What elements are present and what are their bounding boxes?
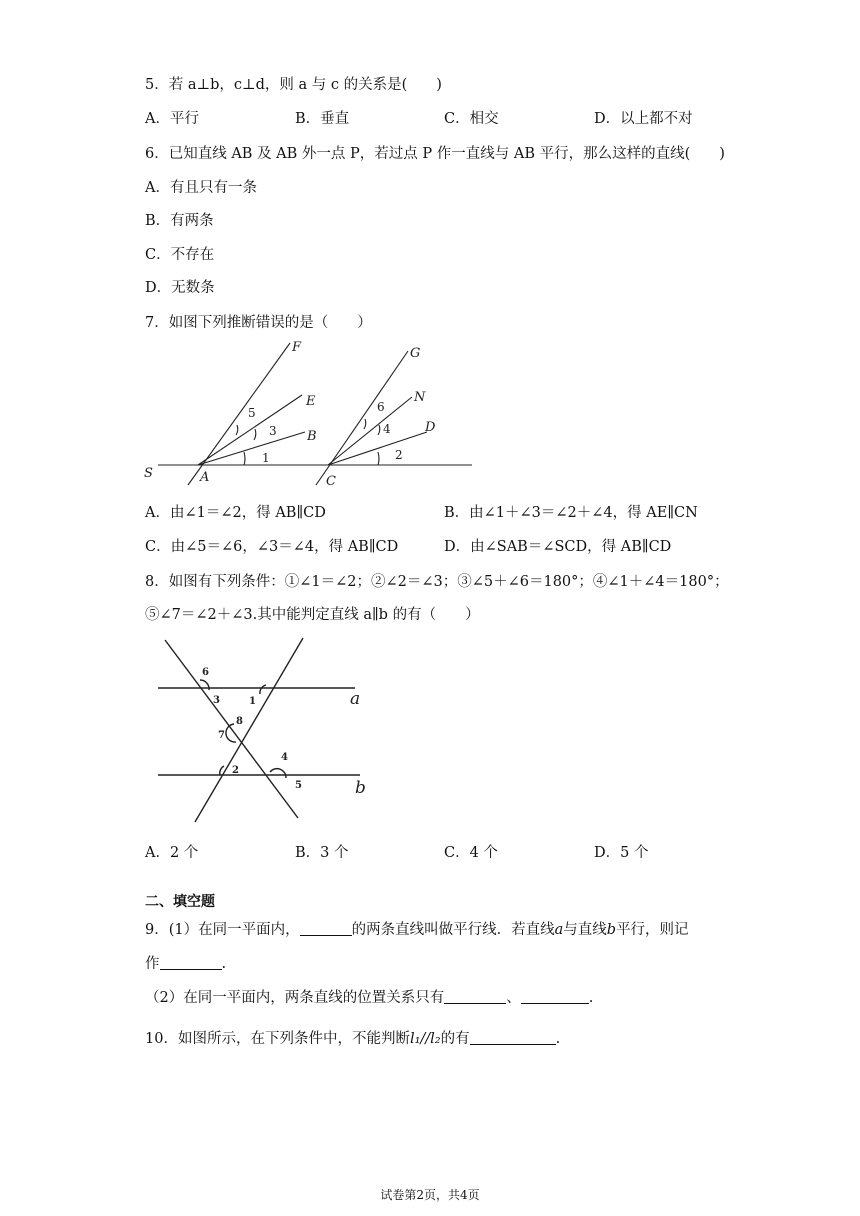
q8-angle-8: 8 bbox=[236, 716, 243, 727]
q9-part1-line1 bbox=[145, 918, 689, 939]
q10-math: l₁//l₂ bbox=[409, 1031, 441, 1047]
q9-blank-2[interactable] bbox=[160, 955, 222, 970]
q6-option-d: D．无数条 bbox=[145, 280, 215, 296]
q7-label-g: G bbox=[410, 346, 421, 361]
q8-angle-6: 6 bbox=[202, 667, 209, 678]
q6-option-b: B．有两条 bbox=[145, 213, 214, 229]
q5-stem: 5．若 a⊥b，c⊥d，则 a 与 c 的关系是( ) bbox=[145, 77, 442, 93]
q9-text: . bbox=[588, 990, 594, 1006]
q7-angle-2: 2 bbox=[395, 448, 403, 462]
q7-angle-1: 1 bbox=[262, 451, 270, 465]
q8-option-c: C．4 个 bbox=[444, 845, 498, 861]
q9-text: 平行，则记 bbox=[616, 922, 689, 938]
q7-angle-4: 4 bbox=[383, 422, 391, 436]
q9-text: 的两条直线叫做平行线．若直线 bbox=[351, 922, 555, 938]
q10-text: 的有 bbox=[440, 1031, 470, 1047]
q9-var-a: a bbox=[554, 922, 564, 938]
q7-option-b: B．由∠1＋∠3＝∠2＋∠4，得 AE∥CN bbox=[444, 505, 698, 521]
q8-option-b: B．3 个 bbox=[295, 845, 349, 861]
q7-angle-6: 6 bbox=[377, 400, 385, 414]
q8-angle-7: 7 bbox=[218, 730, 225, 741]
q8-label-b: b bbox=[355, 778, 366, 798]
q9-text: 与直线 bbox=[563, 922, 607, 938]
q7-label-n: N bbox=[414, 390, 426, 405]
q7-label-f: F bbox=[292, 340, 302, 355]
q8-stem-line2: ⑤∠7＝∠2＋∠3.其中能判定直线 a∥b 的有（ ） bbox=[145, 607, 480, 623]
q8-stem-line1: 8．如图有下列条件：①∠1＝∠2；②∠2＝∠3；③∠5＋∠6＝180°；④∠1＋∠4＝180°； bbox=[145, 574, 729, 590]
section-title-fill-in: 二、填空题 bbox=[145, 894, 215, 910]
q9-part1-line2 bbox=[145, 952, 226, 973]
q5-option-d: D．以上都不对 bbox=[594, 111, 693, 127]
q5-option-a: A．平行 bbox=[145, 111, 199, 127]
q7-figure bbox=[140, 335, 480, 495]
q8-option-d: D．5 个 bbox=[594, 845, 649, 861]
q9-part2 bbox=[145, 986, 593, 1007]
q7-angle-5: 5 bbox=[248, 406, 256, 420]
q10-text: . bbox=[555, 1031, 561, 1047]
q9-var-b: b bbox=[606, 922, 617, 938]
q9-blank-4[interactable] bbox=[521, 989, 589, 1004]
q8-angle-3: 3 bbox=[213, 695, 220, 706]
q9-text: 9．(1）在同一平面内， bbox=[145, 922, 300, 938]
q7-label-c: C bbox=[326, 474, 336, 489]
q7-option-c: C．由∠5＝∠6，∠3＝∠4，得 AB∥CD bbox=[145, 539, 399, 555]
q5-option-c: C．相交 bbox=[444, 111, 499, 127]
q10-stem bbox=[145, 1027, 560, 1048]
q7-label-s: S bbox=[144, 466, 153, 481]
q7-label-d: D bbox=[425, 420, 436, 435]
q6-option-a: A．有且只有一条 bbox=[145, 180, 257, 196]
q7-label-b: B bbox=[307, 429, 317, 444]
q10-blank[interactable] bbox=[470, 1030, 556, 1045]
q9-text: . bbox=[221, 956, 227, 972]
q8-option-a: A．2 个 bbox=[145, 845, 199, 861]
q8-angle-1: 1 bbox=[249, 696, 256, 707]
q6-option-c: C．不存在 bbox=[145, 247, 215, 263]
q8-label-a: a bbox=[350, 689, 361, 709]
q8-angle-4: 4 bbox=[281, 752, 288, 763]
q9-blank-1[interactable] bbox=[300, 921, 352, 936]
q9-text: （2）在同一平面内，两条直线的位置关系只有 bbox=[145, 990, 445, 1006]
q8-angle-5: 5 bbox=[295, 780, 302, 791]
q7-label-a: A bbox=[200, 470, 210, 485]
q7-label-e: E bbox=[306, 394, 316, 409]
q7-stem: 7．如图下列推断错误的是（ ） bbox=[145, 315, 372, 331]
q6-stem: 6．已知直线 AB 及 AB 外一点 P，若过点 P 作一直线与 AB 平行，那么这样的直线( ) bbox=[145, 146, 725, 162]
q8-angle-2: 2 bbox=[232, 765, 239, 776]
q10-text: 10．如图所示，在下列条件中，不能判断 bbox=[145, 1031, 410, 1047]
q5-option-b: B．垂直 bbox=[295, 111, 350, 127]
q9-text: 、 bbox=[506, 990, 521, 1006]
q7-option-d: D．由∠SAB＝∠SCD，得 AB∥CD bbox=[444, 539, 672, 555]
q8-figure bbox=[150, 632, 380, 832]
page-footer: 试卷第2页，共4页 bbox=[380, 1188, 480, 1202]
q9-blank-3[interactable] bbox=[444, 989, 506, 1004]
q7-option-a: A．由∠1＝∠2，得 AB∥CD bbox=[145, 505, 326, 521]
q7-angle-3: 3 bbox=[269, 424, 277, 438]
q9-text: 作 bbox=[145, 956, 160, 972]
